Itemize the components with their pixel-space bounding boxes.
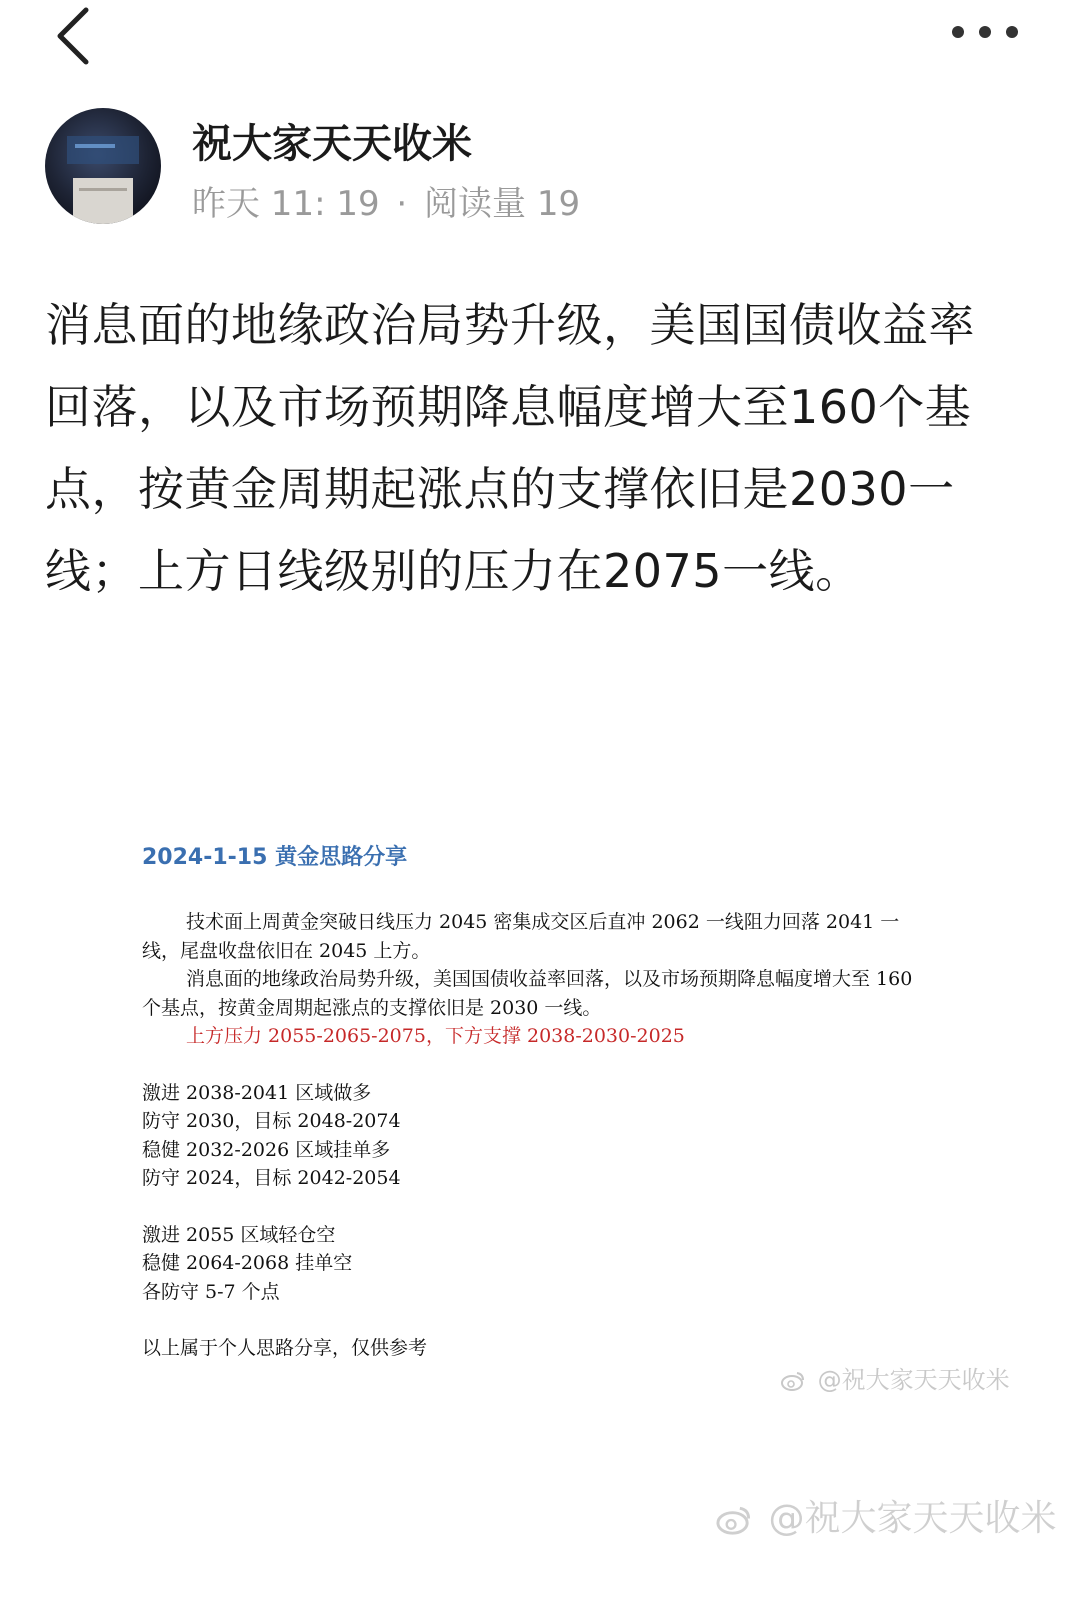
image-title: 2024-1-15 黄金思路分享 xyxy=(142,845,408,870)
more-horizontal-icon xyxy=(940,12,1030,52)
more-options-button[interactable] xyxy=(940,12,1030,52)
post-meta xyxy=(192,176,580,225)
post-image[interactable] xyxy=(100,800,1010,1420)
image-disclaimer: 以上属于个人思路分享，仅供参考 xyxy=(142,1337,428,1359)
back-button[interactable] xyxy=(40,4,110,74)
post-time: 昨天 11: 19 xyxy=(192,184,380,224)
image-short-line: 各防守 5-7 个点 xyxy=(142,1280,280,1303)
image-long-line: 防守 2024，目标 2042-2054 xyxy=(142,1167,401,1189)
image-paragraph-news: 消息面的地缘政治局势升级，美国国债收益率回落，以及市场预期降息幅度增大至 160 个基点，按黄金周期起涨点的支撑依旧是 2030 一线。 xyxy=(142,968,913,1019)
image-short-line: 稳健 2064-2068 挂单空 xyxy=(142,1252,353,1274)
author-name[interactable]: 祝大家天天收米 xyxy=(192,121,472,167)
chevron-left-icon xyxy=(40,4,110,74)
meta-separator: · xyxy=(396,184,408,224)
page-watermark-text: @祝大家天天收米 xyxy=(768,1498,1057,1539)
image-watermark xyxy=(780,1360,1010,1395)
read-count: 阅读量 19 xyxy=(424,184,581,224)
image-paragraph-technical: 技术面上周黄金突破日线压力 2045 密集成交区后直冲 2062 一线阻力回落 2041 一线，尾盘收盘依旧在 2045 上方。 xyxy=(142,911,900,962)
image-long-line: 激进 2038-2041 区域做多 xyxy=(142,1081,372,1104)
image-watermark-text: @祝大家天天收米 xyxy=(817,1366,1010,1394)
image-long-line: 防守 2030，目标 2048-2074 xyxy=(142,1110,401,1132)
post-paragraph: 消息面的地缘政治局势升级，美国国债收益率回落，以及市场预期降息幅度增大至160个基点，按黄金周期起涨点的支撑依旧是2030一线；上方日线级别的压力在2075一线。 xyxy=(45,298,975,598)
image-short-line: 激进 2055 区域轻仓空 xyxy=(142,1223,336,1246)
avatar-image xyxy=(45,108,161,224)
weibo-logo-icon xyxy=(780,1370,806,1392)
image-document xyxy=(142,908,922,1363)
post-body xyxy=(45,284,1005,612)
image-long-line: 稳健 2032-2026 区域挂单多 xyxy=(142,1138,391,1161)
image-levels: 上方压力 2055-2065-2075，下方支撑 2038-2030-2025 xyxy=(186,1025,685,1047)
avatar[interactable] xyxy=(45,108,161,224)
weibo-logo-icon xyxy=(715,1503,753,1537)
page-watermark xyxy=(715,1490,1056,1541)
